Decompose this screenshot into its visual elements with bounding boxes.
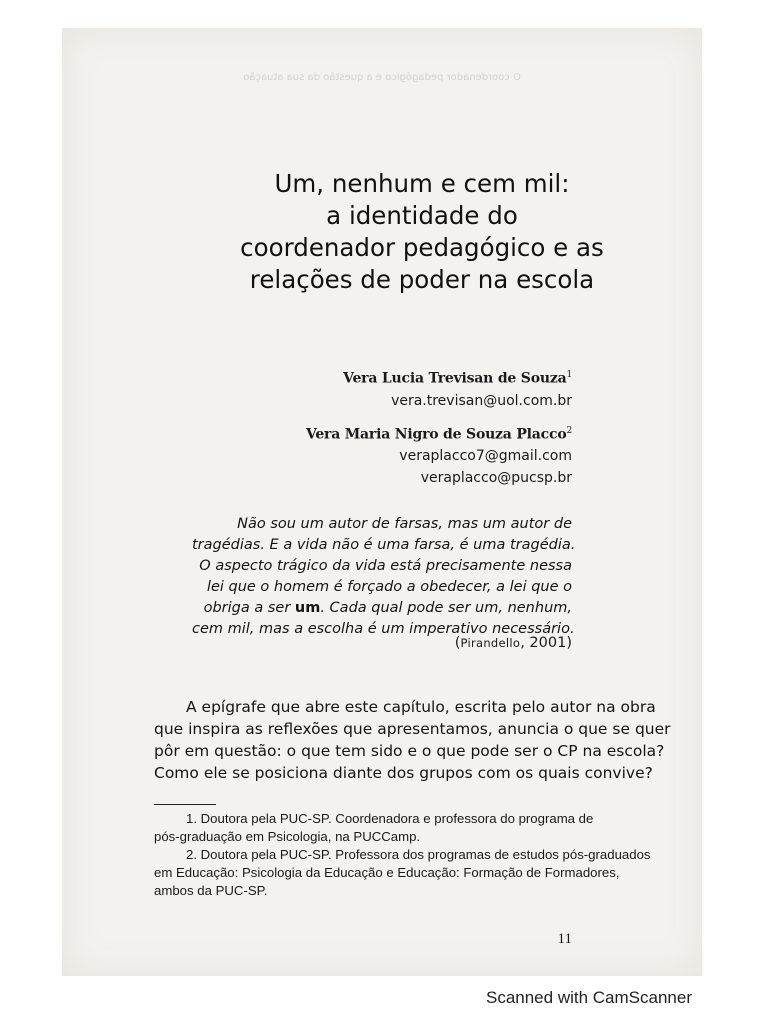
chapter-title: [212, 168, 632, 296]
author-email: veraplacco7@gmail.com: [399, 448, 572, 465]
epigraph-line: cem mil, mas a escolha é um imperativo necessário.: [192, 621, 575, 637]
author-email: veraplacco@pucsp.br: [420, 470, 572, 487]
epigraph-line: lei que o homem é forçado a obedecer, a lei que o: [206, 579, 572, 595]
body-line: que inspira as reflexões que apresentamos, anuncia o que se quer: [154, 720, 671, 738]
scanner-watermark: Scanned with CamScanner: [485, 988, 692, 1007]
epigraph-line: tragédias. E a vida não é uma farsa, é uma tragédia.: [192, 537, 576, 553]
footnote-line: pós-graduação em Psicologia, na PUCCamp.: [154, 829, 421, 844]
author-name: Vera Maria Nigro de Souza Placco$^2$: [305, 425, 572, 443]
footnote-line: ambos da PUC-SP.: [154, 883, 268, 898]
author-name: Vera Lucia Trevisan de Souza$^1$: [343, 370, 572, 387]
body-line: A epígrafe que abre este capítulo, escrita pelo autor na obra: [186, 698, 656, 716]
body-paragraph: [154, 696, 702, 784]
epigraph-line: Não sou um autor de farsas, mas um autor de: [237, 516, 572, 532]
title-line: coordenador pedagógico e as: [240, 233, 604, 262]
author-email: vera.trevisan@uol.com.br: [391, 392, 572, 409]
epigraph-citation: (Pirandello, 2001): [454, 635, 572, 651]
title-line: relações de poder na escola: [249, 265, 595, 294]
footnote-line: 1. Doutora pela PUC-SP. Coordenadora e professora do programa de: [186, 811, 594, 826]
footnote-rule: [154, 804, 216, 805]
footnotes: [154, 810, 702, 900]
epigraph-line: obriga a ser um. Cada qual pode ser um, nenhum,: [203, 600, 572, 616]
title-line: Um, nenhum e cem mil:: [274, 169, 570, 198]
bleed-through-header: O coordenador pedagógico e a questão da sua atuação: [243, 72, 521, 83]
epigraph-line: O aspecto trágico da vida está precisamente nessa: [199, 558, 572, 574]
body-line: pôr em questão: o que tem sido e o que pode ser o CP na escola?: [154, 742, 665, 760]
footnote-line: 2. Doutora pela PUC-SP. Professora dos programas de estudos pós-graduados: [186, 847, 651, 862]
scanned-page: [62, 28, 702, 976]
page-number: 11: [557, 931, 572, 947]
title-line: a identidade do: [326, 201, 518, 230]
author-block: [306, 364, 572, 489]
body-line: Como ele se posiciona diante dos grupos com os quais convive?: [154, 764, 653, 782]
footnote-line: em Educação: Psicologia da Educação e Educação: Formação de Formadores,: [154, 865, 620, 880]
epigraph: [192, 514, 576, 640]
